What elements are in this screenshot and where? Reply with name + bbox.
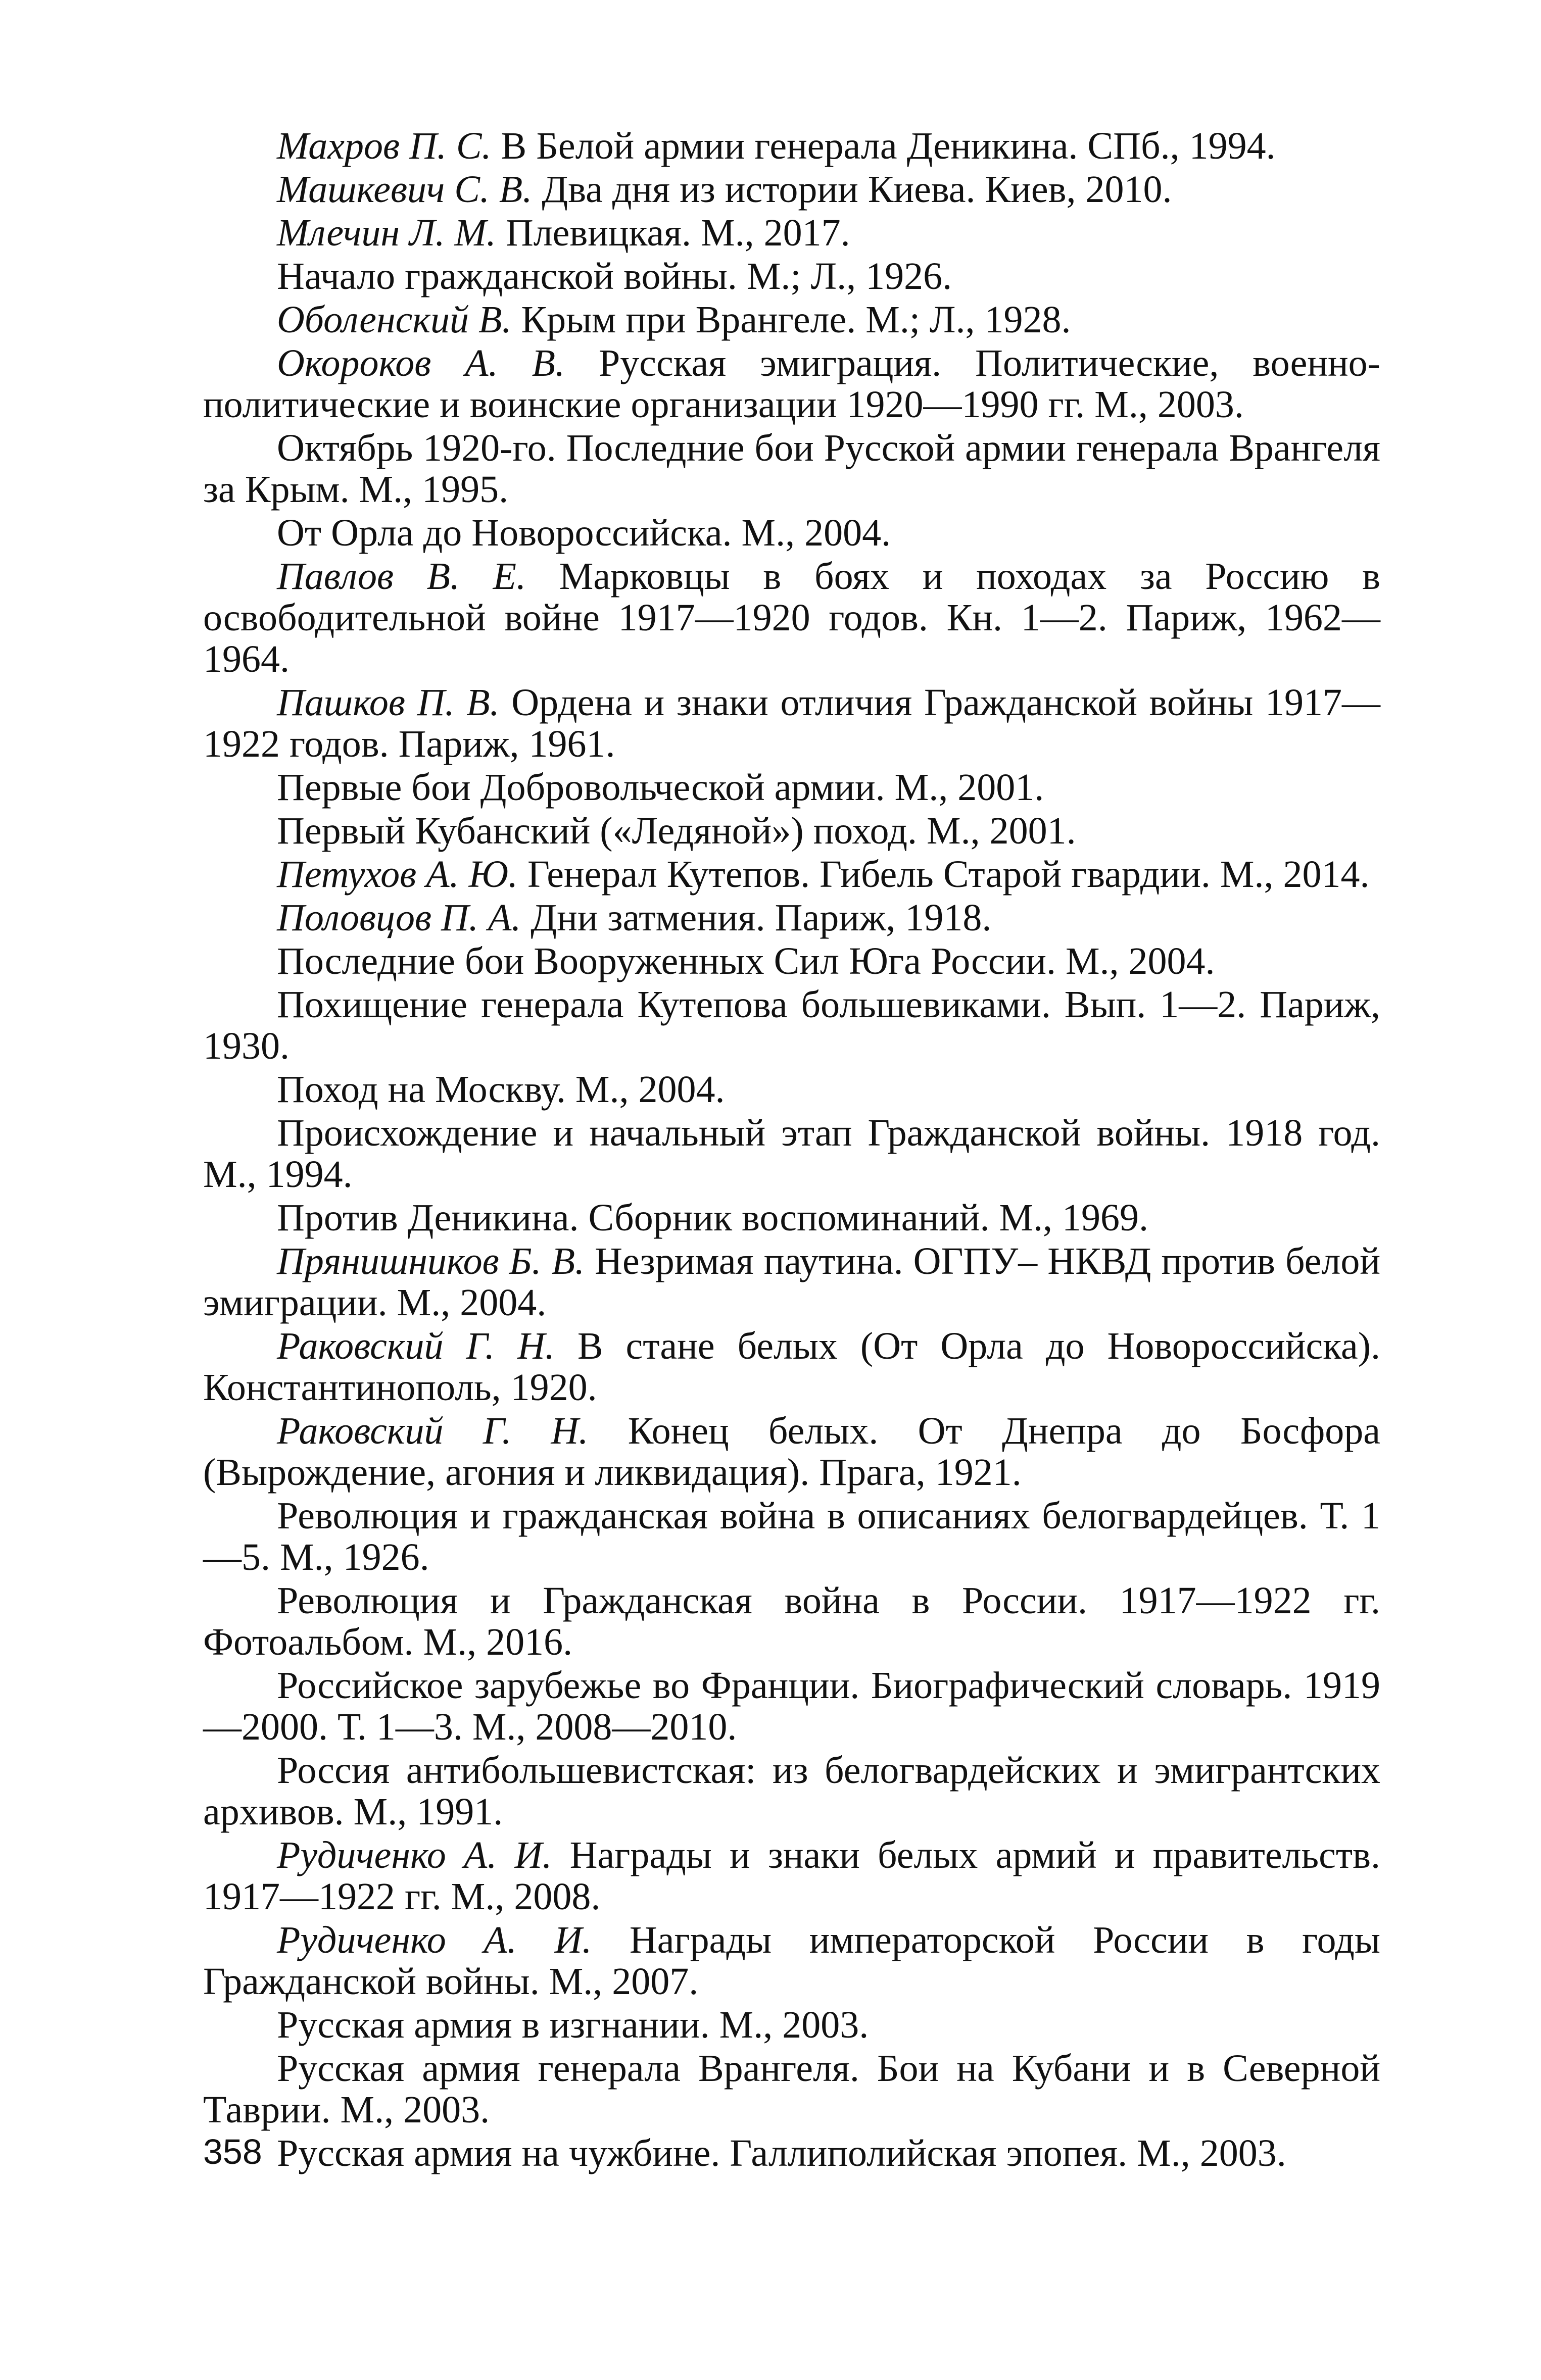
bibliography-entry <box>203 1580 1380 1663</box>
entry-text: Похищение генерала Кутепова большевиками. Вып. 1—2. Париж, 1930. <box>203 983 1380 1067</box>
bibliography-entry <box>203 256 1380 297</box>
entry-text: Российское зарубежье во Франции. Биографический словарь. 1919—2000. Т. 1—3. М., 2008—2010. <box>203 1664 1380 1748</box>
entry-text: Генерал Кутепов. Гибель Старой гвардии. М., 2014. <box>518 853 1370 896</box>
bibliography-entry <box>203 299 1380 340</box>
bibliography-entry <box>203 767 1380 808</box>
entry-author: Прянишников Б. В. <box>277 1240 585 1282</box>
entry-author: Рудиченко А. И. <box>277 1919 592 1961</box>
bibliography-entry <box>203 1197 1380 1238</box>
entry-text: В стане белых (От Орла до Новороссийска). Константинополь, 1920. <box>203 1325 1381 1409</box>
entry-text: Русская армия в изгнании. М., 2003. <box>277 2004 869 2046</box>
entry-text: От Орла до Новороссийска. М., 2004. <box>277 512 891 554</box>
entry-author: Машкевич С. В. <box>277 168 533 211</box>
bibliography-entry <box>203 2133 1380 2174</box>
entry-text: Первый Кубанский («Ледяной») поход. М., 2001. <box>277 810 1076 852</box>
bibliography-entry <box>203 682 1380 765</box>
entry-text: Русская армия на чужбине. Галлиполийская эпопея. М., 2003. <box>277 2132 1286 2174</box>
bibliography-entry <box>203 342 1380 425</box>
entry-text: Россия антибольшевистская: из белогвардейских и эмигрантских архивов. М., 1991. <box>203 1749 1380 1833</box>
bibliography-entry <box>203 1069 1380 1110</box>
entry-text: Два дня из истории Киева. Киев, 2010. <box>532 168 1172 211</box>
entry-author: Махров П. С. <box>277 125 492 167</box>
entry-text: Русская армия генерала Врангеля. Бои на Кубани и в Северной Таврии. М., 2003. <box>203 2047 1380 2131</box>
bibliography-entry <box>203 1750 1380 1832</box>
bibliography-entry <box>203 212 1380 254</box>
bibliography-entry <box>203 1919 1380 2002</box>
entry-text: Дни затмения. Париж, 1918. <box>521 897 992 939</box>
entry-text: Революция и Гражданская война в России. 1917—1922 гг. Фотоальбом. М., 2016. <box>203 1579 1380 1663</box>
bibliography-entry <box>203 2048 1380 2130</box>
entry-text: Плевицкая. М., 2017. <box>496 212 850 254</box>
entry-text: Против Деникина. Сборник воспоминаний. М., 1969. <box>277 1197 1149 1239</box>
entry-author: Оболенский В. <box>277 299 512 341</box>
bibliography-entry <box>203 1834 1380 1917</box>
bibliography-entry <box>203 169 1380 210</box>
entry-text: Награды и знаки белых армий и правительств. 1917—1922 гг. М., 2008. <box>203 1834 1380 1918</box>
entry-author: Раковский Г. Н. <box>277 1325 555 1367</box>
bibliography-entry <box>203 1410 1380 1493</box>
bibliography-entry <box>203 1665 1380 1748</box>
bibliography-entry <box>203 897 1380 938</box>
bibliography-list <box>203 125 1380 2176</box>
bibliography-entry <box>203 556 1380 680</box>
bibliography-entry <box>203 810 1380 852</box>
entry-text: Русская эмиграция. Политические, военно-политические и воинские организации 1920—1990 гг. М., 2003. <box>203 342 1380 426</box>
entry-text: Марковцы в боях и походах за Россию в освободительной войне 1917—1920 годов. Кн. 1—2. Париж, 1962—1964. <box>203 555 1380 680</box>
entry-text: Награды императорской России в годы Гражданской войны. М., 2007. <box>203 1919 1380 2003</box>
bibliography-entry <box>203 2004 1380 2046</box>
bibliography-entry <box>203 1241 1380 1323</box>
entry-author: Павлов В. Е. <box>277 555 526 598</box>
bibliography-entry <box>203 125 1380 167</box>
bibliography-entry <box>203 1325 1380 1408</box>
entry-author: Петухов А. Ю. <box>277 853 518 896</box>
entry-text: Поход на Москву. М., 2004. <box>277 1068 725 1111</box>
entry-text: Революция и гражданская война в описаниях белогвардейцев. Т. 1—5. М., 1926. <box>203 1495 1380 1578</box>
entry-text: Крым при Врангеле. М.; Л., 1928. <box>511 299 1071 341</box>
entry-text: Начало гражданской войны. М.; Л., 1926. <box>277 255 952 298</box>
bibliography-entry <box>203 854 1380 895</box>
entry-author: Половцов П. А. <box>277 897 521 939</box>
entry-author: Млечин Л. М. <box>277 212 496 254</box>
entry-text: Последние бои Вооруженных Сил Юга России. М., 2004. <box>277 940 1215 982</box>
entry-text: Происхождение и начальный этап Гражданской войны. 1918 год. М., 1994. <box>203 1112 1380 1196</box>
page-number: 358 <box>203 2132 262 2171</box>
bibliography-entry <box>203 427 1380 510</box>
entry-text: В Белой армии генерала Деникина. СПб., 1994. <box>491 125 1276 167</box>
entry-author: Пашков П. В. <box>277 681 500 724</box>
entry-text: Ордена и знаки отличия Гражданской войны 1917—1922 годов. Париж, 1961. <box>203 681 1380 765</box>
bibliography-entry <box>203 512 1380 554</box>
entry-author: Раковский Г. Н. <box>277 1410 589 1452</box>
entry-text: Первые бои Добровольческой армии. М., 2001. <box>277 766 1044 809</box>
bibliography-entry <box>203 1495 1380 1578</box>
entry-text: Октябрь 1920-го. Последние бои Русской армии генерала Врангеля за Крым. М., 1995. <box>203 427 1380 511</box>
entry-text: Конец белых. От Днепра до Босфора (Вырождение, агония и ликвидация). Прага, 1921. <box>203 1410 1380 1494</box>
bibliography-entry <box>203 984 1380 1067</box>
entry-author: Рудиченко А. И. <box>277 1834 552 1876</box>
bibliography-entry <box>203 1112 1380 1195</box>
entry-text: Незримая паутина. ОГПУ– НКВД против белой эмиграции. М., 2004. <box>203 1240 1380 1324</box>
entry-author: Окороков А. В. <box>277 342 565 384</box>
bibliography-entry <box>203 940 1380 982</box>
